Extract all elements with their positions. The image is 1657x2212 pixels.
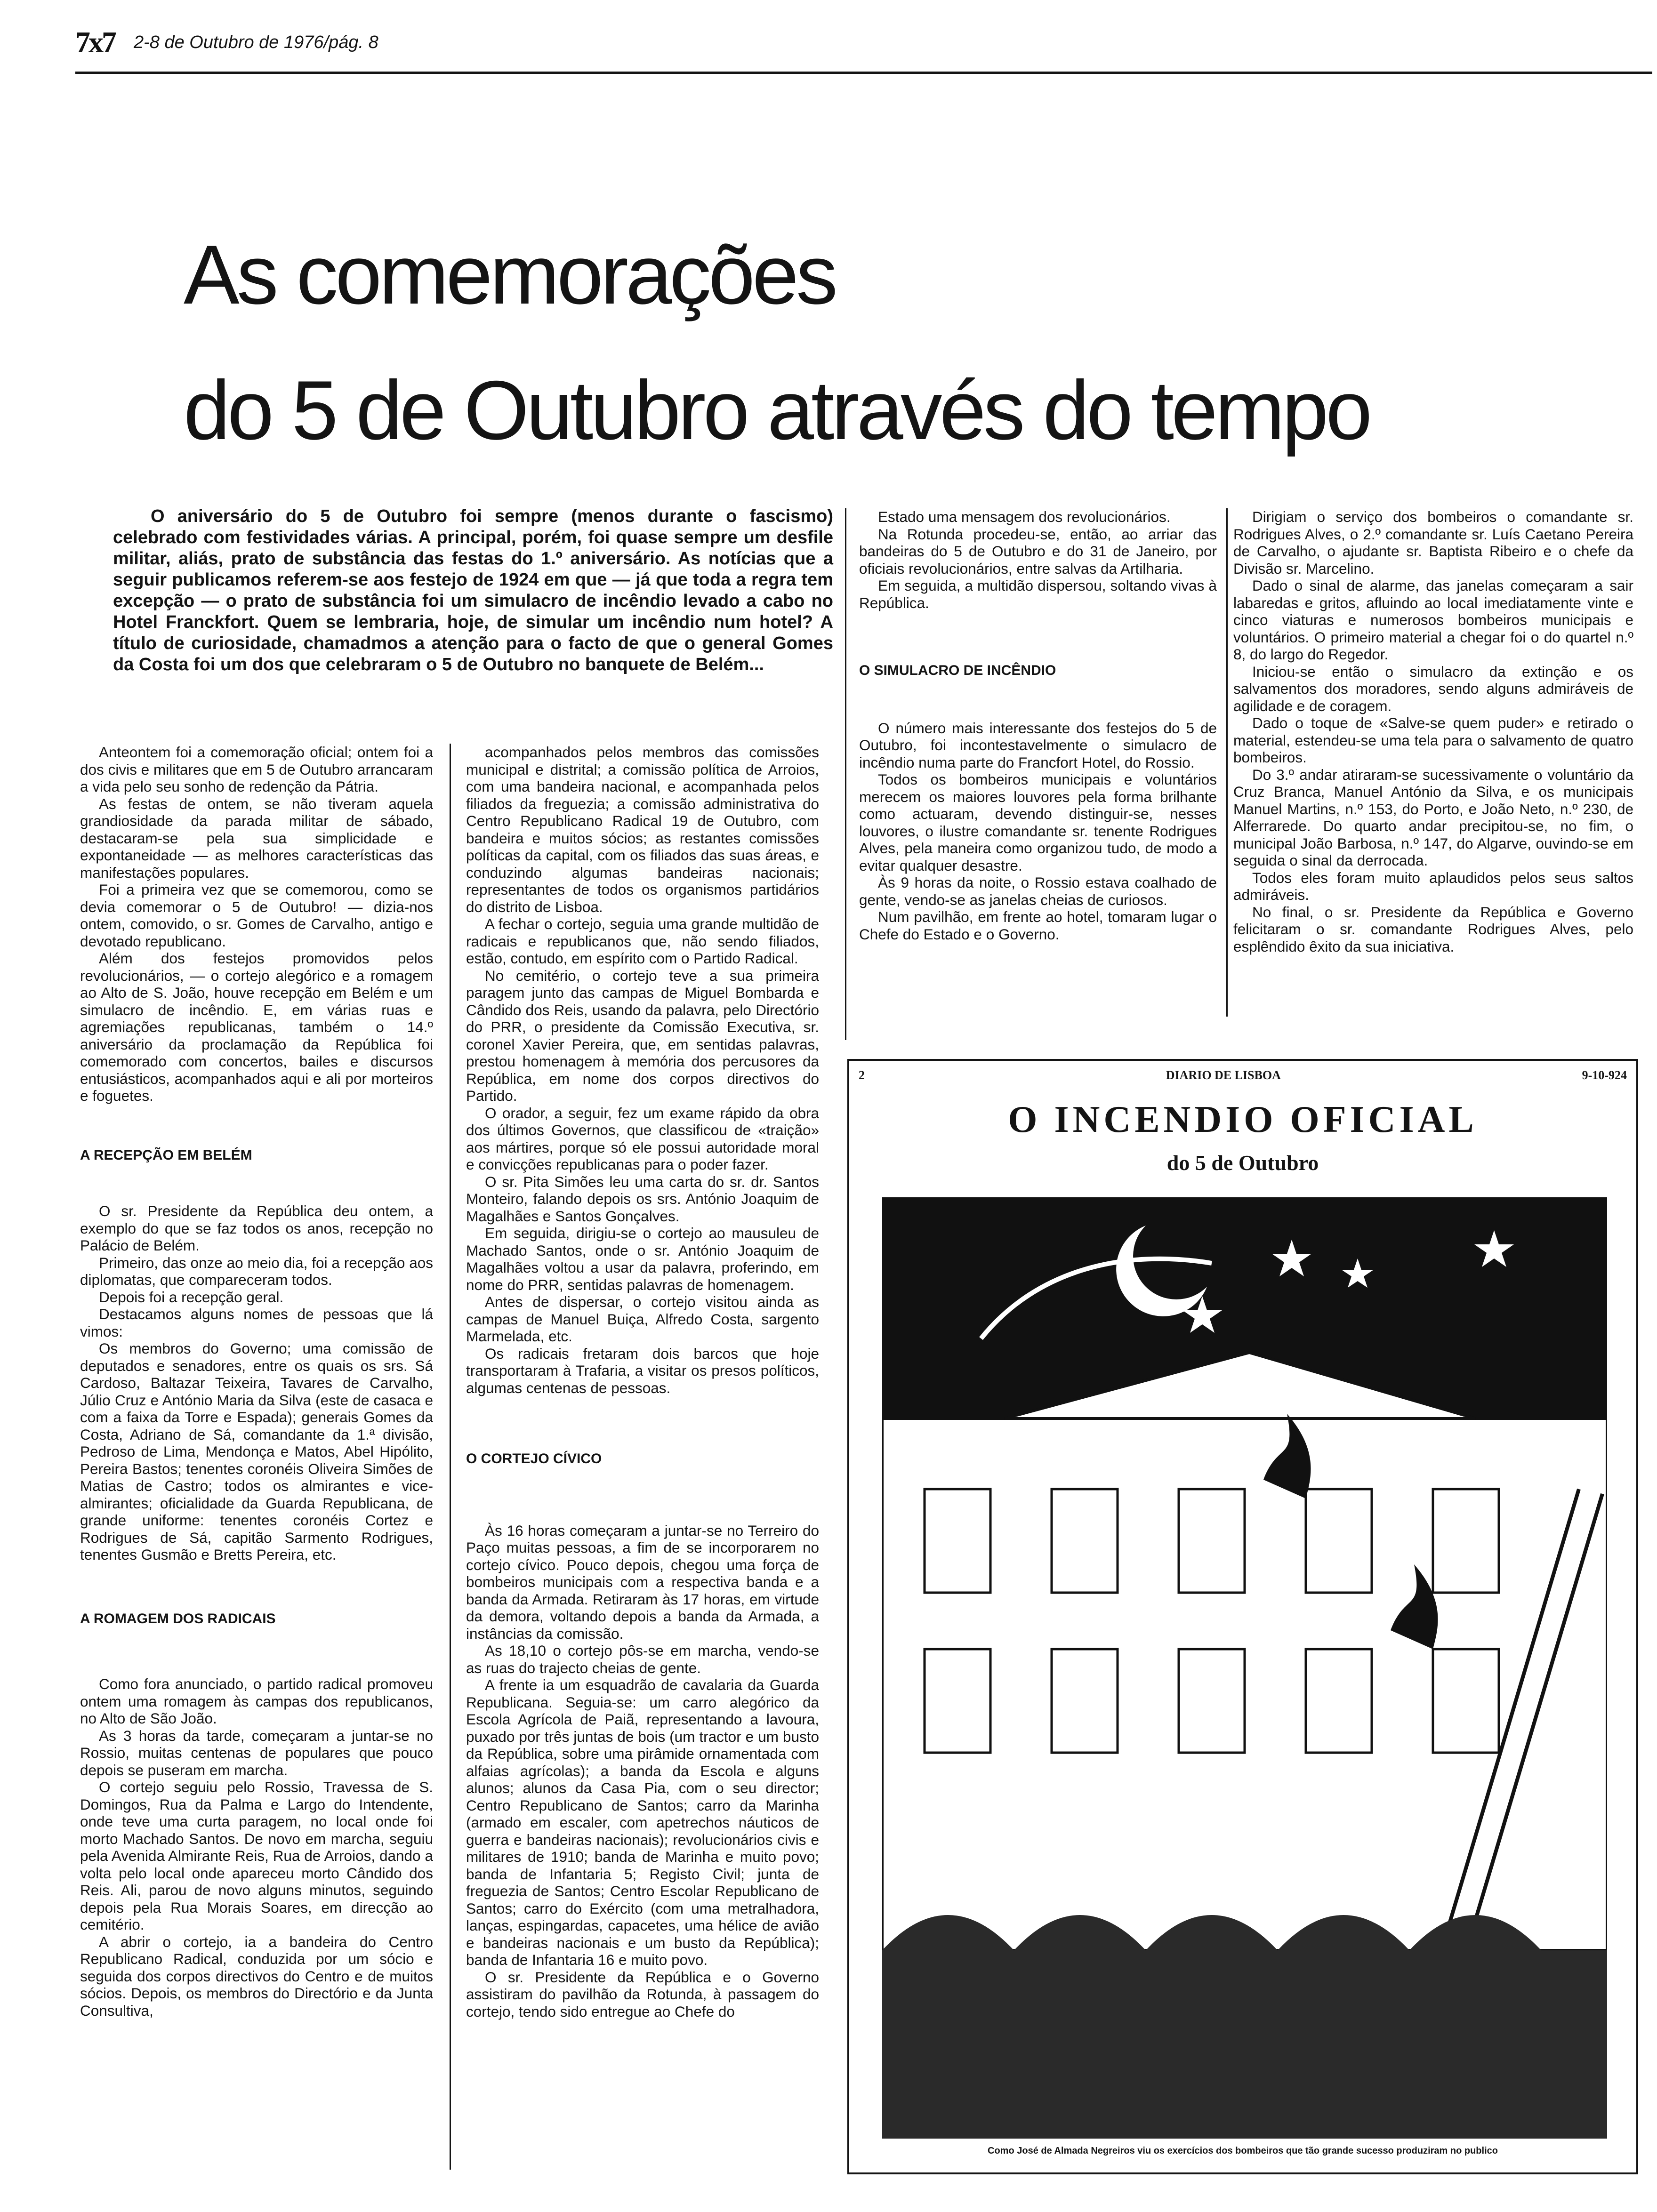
section-heading-simulacro: O SIMULACRO DE INCÊNDIO bbox=[859, 663, 1056, 678]
paragraph: Todos os bombeiros municipais e voluntários merecem os maiores louvores pela forma brilhante como actuaram, devendo distinguir-se, nesses louvores, o ilustre comandante sr. tenente Rodrigues Alves, pela maneira como organizou tudo, de modo a evitar qualquer desastre. bbox=[859, 771, 1217, 874]
paragraph: A fechar o cortejo, seguia uma grande multidão de radicais e republicanos que, não sendo filiados, estão, contudo, em espírito com o Partido Radical. bbox=[466, 915, 819, 967]
clipping-title: O INCENDIO OFICIAL bbox=[1008, 1099, 1478, 1140]
window bbox=[925, 1649, 990, 1753]
paragraph: Anteontem foi a comemoração oficial; ontem foi a dos civis e militares que em 5 de Outubro arrancaram a vida pelo seu sonho de redenção da Pátria. bbox=[80, 744, 433, 795]
paragraph: Dado o sinal de alarme, das janelas começaram a sair labaredas e gritos, afluindo ao local imediatamente vinte e cinco viaturas e numerosos bombeiros municipais e voluntários. O primeiro material a chegar foi o do quartel n.º 8, do largo do Regedor. bbox=[1233, 577, 1633, 663]
headline-line-2: do 5 de Outubro através do tempo bbox=[184, 363, 1370, 457]
paragraph: Dado o toque de «Salve-se quem puder» e retirado o material, estendeu-se uma tela para o salvamento de quatro bombeiros. bbox=[1233, 714, 1633, 766]
paragraph: Depois foi a recepção geral. bbox=[99, 1288, 284, 1306]
paragraph: Os radicais fretaram dois barcos que hoje transportaram à Trafaria, a visitar os presos políticos, algumas centenas de pessoas. bbox=[466, 1345, 819, 1396]
header-rule bbox=[75, 72, 1652, 74]
article-column-3 bbox=[859, 508, 1217, 943]
column-divider bbox=[1226, 508, 1228, 1017]
paragraph: O sr. Presidente da República deu ontem, a exemplo do que se faz todos os anos, recepção no Palácio de Belém. bbox=[80, 1202, 433, 1254]
paragraph: Antes de dispersar, o cortejo visitou ainda as campas de Manuel Buiça, Alfredo Costa, sargento Marmelada, etc. bbox=[466, 1293, 819, 1345]
paragraph: Às 9 horas da noite, o Rossio estava coalhado de gente, vendo-se as janelas cheias de curiosos. bbox=[859, 874, 1217, 908]
lead-paragraph: O aniversário do 5 de Outubro foi sempre (menos durante o fascismo) celebrado com festividades várias. A principal, porém, foi quase sempre um desfile militar, aliás, prato de substância das festas do 1.º aniversário. As notícias que a seguir publicamos referem-se aos festejo de 1924 em que — já que toda a regra tem excepção — o prato de substância foi um simulacro de incêndio levado a cabo no Hotel Franckfort. Quem se lembraria, hoje, de simular um incêndio num hotel? A título de curiosidade, chamadmos a atenção para o facto de que o general Gomes da Costa foi um dos que celebraram o 5 de Outubro no banquete de Belém... bbox=[113, 506, 833, 674]
paragraph: Estado uma mensagem dos revolucionários. bbox=[878, 508, 1171, 525]
paragraph: Os membros do Governo; uma comissão de deputados e senadores, entre os quais os srs. Sá Cardoso, Baltazar Teixeira, Tavares de Carvalho, Júlio Cruz e António Maria da Silva (este de casaca e com a faixa da Torre e Espada); generais Gomes da Costa, Adriano de Sá, comandante da 1.ª divisão, Pedroso de Lima, Mendonça e Matos, Abel Hipólito, Pereira Bastos; tenentes coronéis Oliveira Simões de Matias de Castro; todos os almirantes e vice-almirantes; oficialidade da Guarda Republicana, de grande uniforme: tenentes coronéis Cortez e Rodrigues de Sá, capitão Sarmento Rodrigues, tenentes Gusmão e Bretts Pereira, etc. bbox=[80, 1340, 433, 1563]
paragraph: O cortejo seguiu pelo Rossio, Travessa de S. Domingos, Rua da Palma e Largo do Intendente, onde teve uma curta paragem, no local onde foi morto Machado Santos. De novo em marcha, seguiu pela Avenida Almirante Reis, Rua de Arroios, dando a volta pelo local onde apareceu morto Cândido dos Reis. Ali, parou de novo alguns minutos, seguindo depois pela Rua Morais Soares, em direcção ao cemitério. bbox=[80, 1779, 433, 1933]
paragraph: As festas de ontem, se não tiveram aquela grandiosidade da parada militar de sábado, destacaram-se pela sua simplicidade e expontaneidade — as melhores características das manifestações populares. bbox=[80, 795, 433, 881]
article-column-4 bbox=[1233, 508, 1633, 955]
paragraph: Em seguida, a multidão dispersou, soltando vivas à República. bbox=[859, 577, 1217, 611]
headline-line-1: As comemorações bbox=[184, 228, 835, 321]
paragraph: Em seguida, dirigiu-se o cortejo ao mausuleu de Machado Santos, onde o sr. António Joaquim de Magalhães voltou a usar da palavra, proferindo, em nome do PRR, sentidas palavras de homenagem. bbox=[466, 1225, 819, 1293]
paragraph: No cemitério, o cortejo teve a sua primeira paragem junto das campas de Miguel Bombarda e Cândido dos Reis, usando da palavra, pelo Directório do PRR, o presidente da Comissão Executiva, sr. coronel Xavier Pereira, que, em sentidas palavras, prestou homenagem à memória dos percusores da República, em nome dos corpos directivos do Partido. bbox=[466, 967, 819, 1104]
paragraph: Dirigiam o serviço dos bombeiros o comandante sr. Rodrigues Alves, o 2.º comandante sr. Luís Caetano Pereira de Carvalho, o ajudante sr. Baptista Ribeiro e o chefe da Divisão sr. Marcelino. bbox=[1233, 508, 1633, 577]
window bbox=[1052, 1649, 1118, 1753]
paragraph: As 18,10 o cortejo pôs-se em marcha, vendo-se as ruas do trajecto cheias de gente. bbox=[466, 1642, 819, 1676]
paragraph: Iniciou-se então o simulacro da extinção e os salvamentos dos moradores, sendo alguns admiráveis de agilidade e de coragem. bbox=[1233, 663, 1633, 714]
paragraph: O sr. Presidente da República e o Governo assistiram do pavilhão da Rotunda, à passagem do cortejo, tendo sido entregue ao Chefe do bbox=[466, 1968, 819, 2020]
paragraph: Primeiro, das onze ao meio dia, foi a recepção aos diplomatas, que compareceram todos. bbox=[80, 1254, 433, 1288]
paragraph: As 3 horas da tarde, começaram a juntar-se no Rossio, muitas centenas de populares que pouco depois se puseram em marcha. bbox=[80, 1727, 433, 1779]
article-column-2 bbox=[466, 744, 819, 2020]
fire-drill-illustration bbox=[882, 1197, 1607, 2139]
paragraph: Além dos festejos promovidos pelos revolucionários, — o cortejo alegórico e a romagem ao Alto de S. João, houve recepção em Belém e um simulacro de incêndio. E, em várias ruas e agremiações republicanas, também o 14.º aniversário da proclamação da República foi comemorado com concertos, bailes e discursos entusiásticos, acompanhados aqui e ali por morteiros e foguetes. bbox=[80, 950, 433, 1104]
window bbox=[925, 1489, 990, 1593]
clipping-page-number: 2 bbox=[859, 1068, 865, 1082]
clipping-paper-name: DIARIO DE LISBOA bbox=[1166, 1068, 1281, 1082]
window bbox=[1306, 1489, 1372, 1593]
paragraph: A abrir o cortejo, ia a bandeira do Centro Republicano Radical, conduzida por um sócio e seguida dos corpos directivos do Centro e de muitos sócios. Depois, os membros do Directório e da Junta Consultiva, bbox=[80, 1933, 433, 2019]
masthead bbox=[75, 24, 378, 61]
window bbox=[1433, 1649, 1499, 1753]
paragraph: O sr. Pita Simões leu uma carta do sr. dr. Santos Monteiro, falando depois os srs. António Joaquim de Magalhães e Santos Gonçalves. bbox=[466, 1173, 819, 1225]
section-heading-cortejo-civico: O CORTEJO CÍVICO bbox=[466, 1451, 602, 1467]
column-divider bbox=[845, 508, 846, 1040]
paragraph: Num pavilhão, em frente ao hotel, tomaram lugar o Chefe do Estado e o Governo. bbox=[859, 908, 1217, 943]
paragraph: O orador, a seguir, fez um exame rápido da obra dos últimos Governos, que classificou de «traição» aos mártires, porque só ele possui autoridade moral e convicções republicanas para o poder fazer. bbox=[466, 1104, 819, 1173]
paragraph: Como fora anunciado, o partido radical promoveu ontem uma romagem às campas dos republicanos, no Alto de São João. bbox=[80, 1675, 433, 1727]
paragraph: acompanhados pelos membros das comissões municipal e distrital; a comissão política de Arroios, com uma bandeira nacional, e acompanhada pelos filiados da freguezia; a comissão administrativa do Centro Republicano Radical 19 de Outubro, com bandeira e muitos sócios; as restantes comissões políticas da capital, com os filiados das suas áreas, e conduzindo algumas bandeiras nacionais; representantes de todos os organismos partidários do distrito de Lisboa. bbox=[466, 744, 819, 915]
newspaper-clipping bbox=[847, 1059, 1638, 2174]
clipping-header bbox=[859, 1068, 1627, 1087]
paragraph: A frente ia um esquadrão de cavalaria da Guarda Republicana. Seguia-se: um carro alegórico da Escola Agrícola de Paiã, representando a lavoura, puxado por três juntas de bois (um tractor e um busto da República, sobre uma pirâmide ornamentada com alfaias agrícolas); a banda da Escola e alguns alunos; alunos da Casa Pia, com o seu director; Centro Republicano de Santos; carro da Marinha (armado em escaler, com apetrechos náuticos de guerra e bandeiras nacionais); revolucionários civis e militares de 1910; banda de Marinha e muito povo; banda de Infantaria 5; Registo Civil; junta de freguezia de Santos; Centro Escolar Republicano de Santos; carro do Exército (com uma metralhadora, lanças, espingardas, capacetes, uma hélice de avião e bandeiras nacionais e um busto da República); banda de Infantaria 16 e muito povo. bbox=[466, 1676, 819, 1968]
column-divider bbox=[450, 744, 451, 2170]
newspaper-logo: 7x7 bbox=[75, 25, 115, 59]
window bbox=[1433, 1489, 1499, 1593]
window bbox=[1179, 1649, 1245, 1753]
crowd bbox=[882, 1915, 1607, 2139]
paragraph: Todos eles foram muito aplaudidos pelos seus saltos admiráveis. bbox=[1233, 869, 1633, 903]
paragraph: Destacamos alguns nomes de pessoas que lá vimos: bbox=[80, 1306, 433, 1340]
window bbox=[1306, 1649, 1372, 1753]
paragraph: Às 16 horas começaram a juntar-se no Terreiro do Paço muitas pessoas, a fim de se incorporarem no cortejo cívico. Pouco depois, chegou uma força de bombeiros municipais com a respectiva banda e a banda da Armada. Retiraram às 17 horas, em virtude da demora, voltando depois a banda da Armada, a instâncias da comissão. bbox=[466, 1522, 819, 1642]
window bbox=[1179, 1489, 1245, 1593]
paragraph: No final, o sr. Presidente da República e Governo felicitaram o sr. comandante Rodrigues Alves, pelo esplêndido êxito da sua iniciativa. bbox=[1233, 903, 1633, 955]
section-heading-rececao-belem: A RECEPÇÃO EM BELÉM bbox=[80, 1147, 252, 1163]
clipping-caption: Como José de Almada Negreiros viu os exercícios dos bombeiros que tão grande sucesso produziram no publico bbox=[988, 2146, 1498, 2156]
issue-date: 2-8 de Outubro de 1976/pág. 8 bbox=[134, 32, 378, 52]
headline bbox=[184, 207, 1596, 478]
paragraph: Foi a primeira vez que se comemorou, como se devia comemorar o 5 de Outubro! — dizia-nos ontem, comovido, o sr. Gomes de Carvalho, antigo e devotado republicano. bbox=[80, 881, 433, 950]
paragraph: Do 3.º andar atiraram-se sucessivamente o voluntário da Cruz Branca, Manuel António da Silva, e os municipais Manuel Martins, n.º 153, do Porto, e João Neto, n.º 230, de Alferrarede. Do quarto andar precipitou-se, no fim, o municipal João Barbosa, n.º 147, do Algarve, ouvindo-se em seguida o sinal da derrocada. bbox=[1233, 766, 1633, 869]
window bbox=[1052, 1489, 1118, 1593]
article-column-1 bbox=[80, 744, 433, 2019]
section-heading-romagem-radicais: A ROMAGEM DOS RADICAIS bbox=[80, 1611, 276, 1627]
paragraph: Na Rotunda procedeu-se, então, ao arriar das bandeiras do 5 de Outubro e do 31 de Janeiro, por oficiais revolucionários, entre salvas da Artilharia. bbox=[859, 525, 1217, 577]
clipping-date: 9-10-924 bbox=[1582, 1068, 1627, 1082]
clipping-subtitle: do 5 de Outubro bbox=[1166, 1151, 1319, 1175]
paragraph: O número mais interessante dos festejos do 5 de Outubro, foi incontestavelmente o simulacro de incêndio numa parte do Francfort Hotel, do Rossio. bbox=[859, 719, 1217, 771]
